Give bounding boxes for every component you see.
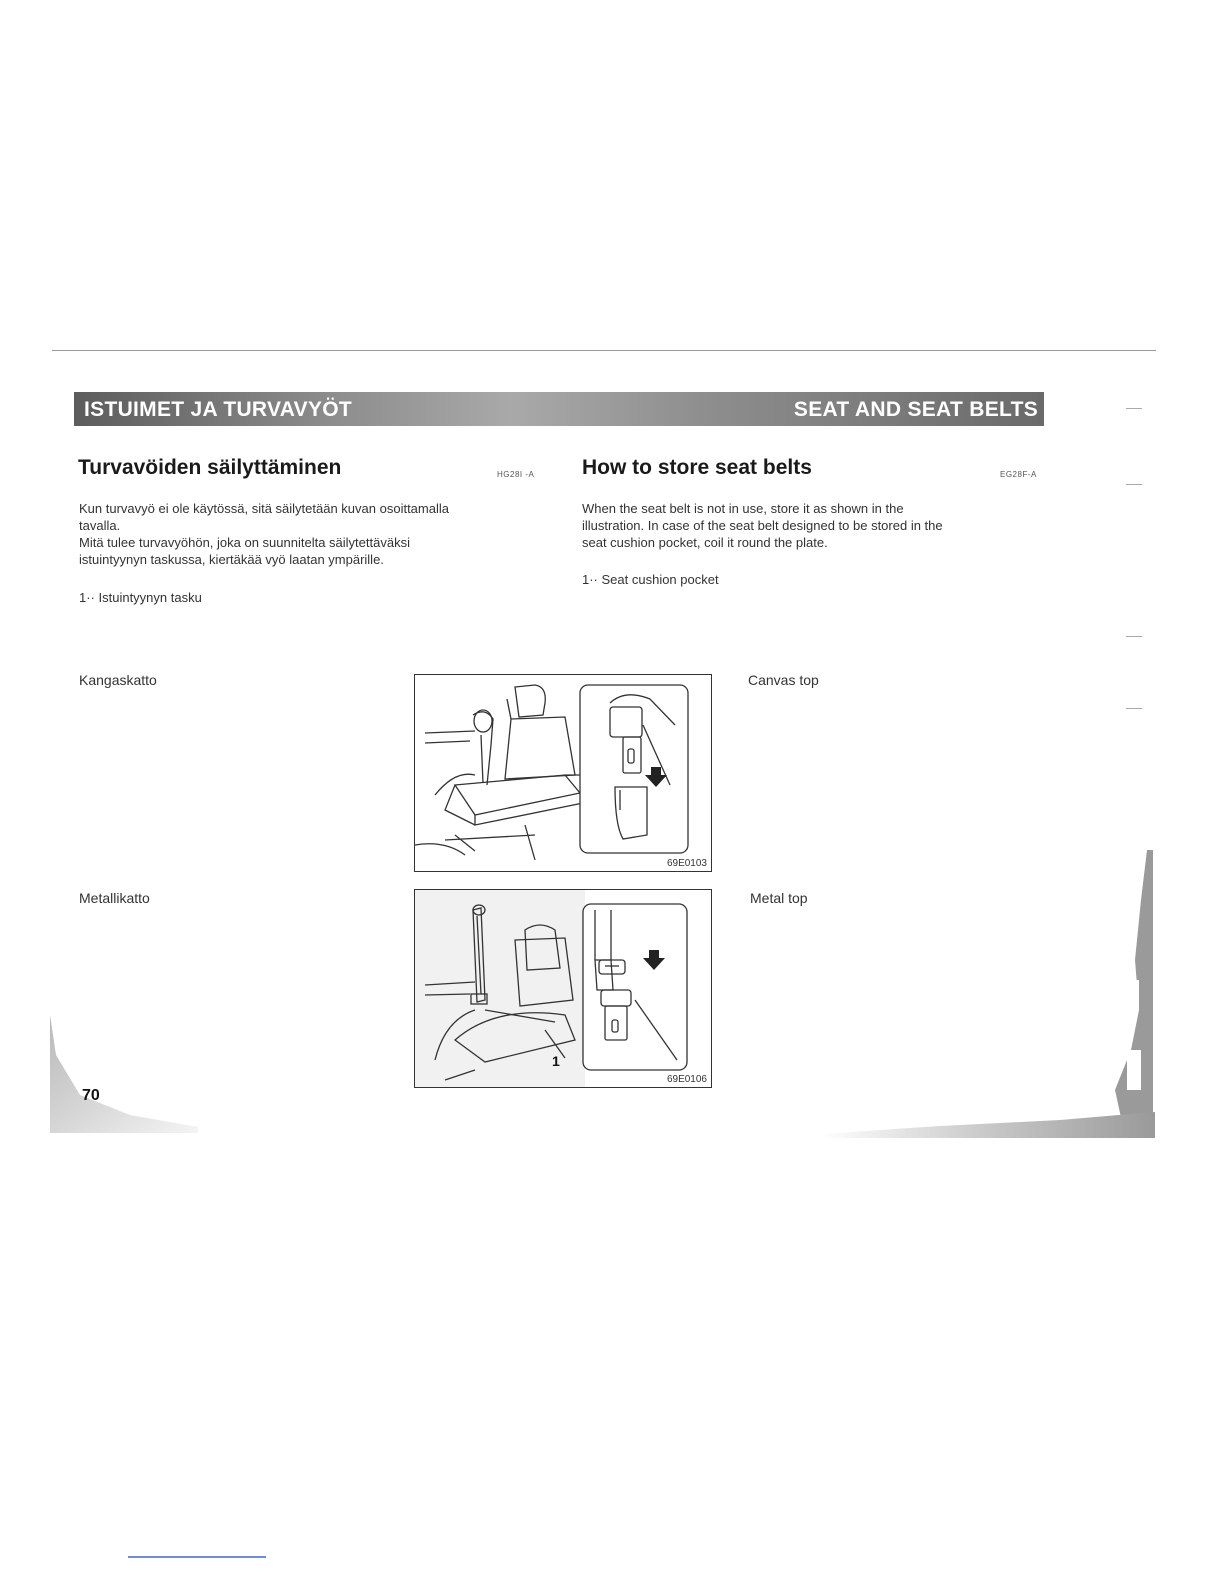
caption-canvas-fi: Kangaskatto	[79, 672, 157, 688]
banner-title-fi: ISTUIMET JA TURVAVYÖT	[84, 398, 353, 421]
paragraph-fi-line: Kun turvavyö ei ole käytössä, sitä säilytetään kuvan osoittamalla	[79, 501, 449, 516]
figure-label: 69E0106	[666, 1074, 707, 1085]
figure-label: 69E0103	[666, 858, 707, 869]
banner-title-en: SEAT AND SEAT BELTS	[793, 398, 1038, 421]
item-fi: 1·· Istuintyynyn tasku	[79, 590, 202, 605]
figure-metal-top	[414, 889, 712, 1088]
scan-shadow-left	[50, 1015, 200, 1133]
margin-mark	[1126, 708, 1142, 709]
caption-metal-en: Metal top	[750, 890, 808, 906]
paragraph-en-line: seat cushion pocket, coil it round the plate.	[582, 535, 828, 550]
heading-fi: Turvavöiden säilyttäminen	[78, 456, 342, 479]
seat-belt-illustration	[415, 890, 711, 1087]
code-fi: HG28I -A	[497, 470, 535, 479]
heading-en: How to store seat belts	[582, 456, 812, 479]
margin-mark	[1126, 484, 1142, 485]
figure-canvas-top	[414, 674, 712, 872]
item-en: 1·· Seat cushion pocket	[582, 572, 719, 587]
top-rule	[52, 350, 1156, 351]
paragraph-en-line: When the seat belt is not in use, store it as shown in the	[582, 501, 904, 516]
paragraph-en-line: illustration. In case of the seat belt designed to be stored in the	[582, 518, 943, 533]
bottom-underline	[128, 1556, 266, 1558]
seat-belt-illustration	[415, 675, 711, 871]
paragraph-fi-line: istuintyynyn taskussa, kiertäkää vyö laatan ympärille.	[79, 552, 384, 567]
margin-mark	[1126, 636, 1142, 637]
page-number: 70	[82, 1087, 100, 1104]
caption-metal-fi: Metallikatto	[79, 890, 150, 906]
paragraph-fi-line: Mitä tulee turvavyöhön, joka on suunnitelta säilytettäväksi	[79, 535, 410, 550]
scan-shadow-bottom	[820, 1108, 1155, 1138]
margin-mark	[1126, 408, 1142, 409]
paragraph-fi-line: tavalla.	[79, 518, 121, 533]
scan-shadow-right	[1095, 840, 1157, 1136]
code-en: EG28F-A	[1000, 470, 1037, 479]
callout-number: 1	[552, 1053, 560, 1069]
paragraph-fi	[79, 500, 545, 568]
paragraph-en	[582, 500, 1047, 551]
caption-canvas-en: Canvas top	[748, 672, 819, 688]
